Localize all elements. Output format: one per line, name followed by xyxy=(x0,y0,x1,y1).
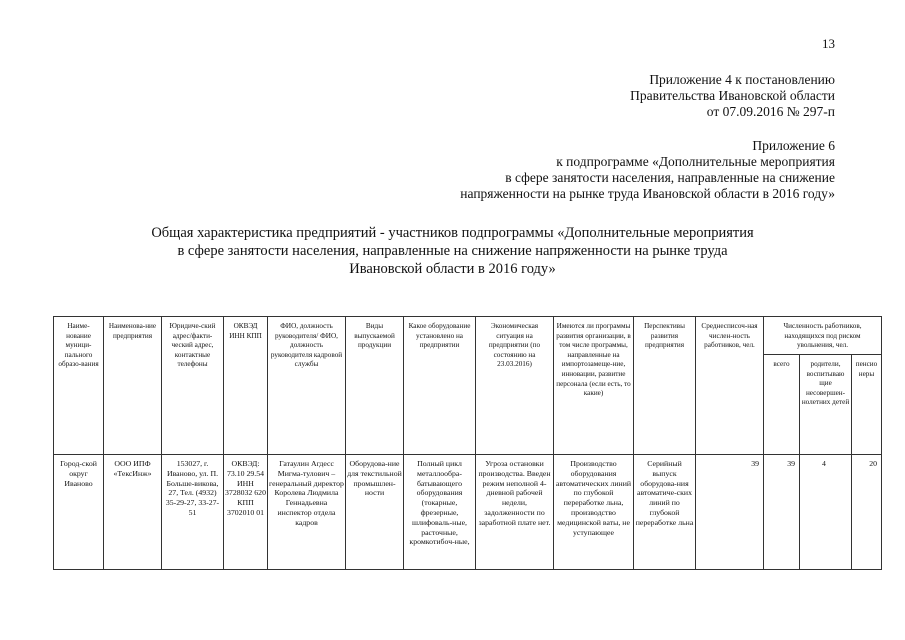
cell-managers: Гатаулин Агдесс Мигма-тулович – генеральный директор Королева Людмила Геннадьевна инспектор отдела кадров xyxy=(268,455,346,570)
col-header-equipment: Какое оборудование установлено на предприятии xyxy=(404,317,476,455)
col-header-risk-pensioners: пенсио неры xyxy=(852,355,882,455)
col-header-risk-parents: родители, воспитываю щие несовершен-нолетних детей xyxy=(800,355,852,455)
cell-address: 153027, г. Иваново, ул. П. Больше-викова, 27, Тел. (4932) 35-29-27, 33-27-51 xyxy=(162,455,224,570)
enterprises-table-wrapper xyxy=(53,316,881,570)
cell-equipment: Полный цикл металлообра-батывающего оборудования (токарные, фрезерные, шлифоваль-ные, расточные, кромкотибоч-ные, xyxy=(404,455,476,570)
appendix-6-header xyxy=(460,138,835,202)
appendix-6-line4: напряженности на рынке труда Ивановской области в 2016 году» xyxy=(460,186,835,201)
col-header-programs: Имеются ли программы развития организации, в том числе программы, направленные на импортозамеще-ние, инновации, развитие персонала (если есть, то какие) xyxy=(554,317,634,455)
page-number: 13 xyxy=(822,36,835,51)
cell-prospects: Серийный выпуск оборудова-ния автоматиче-ских линий по глубокой переработке льна xyxy=(634,455,696,570)
title-line3: Ивановской области в 2016 году» xyxy=(349,261,556,277)
cell-avg-staff: 39 xyxy=(696,455,764,570)
appendix-4-header xyxy=(630,72,835,120)
col-header-risk-total: всего xyxy=(764,355,800,455)
document-title xyxy=(60,224,845,278)
appendix-4-line1: Приложение 4 к постановлению xyxy=(649,72,835,87)
title-line1: Общая характеристика предприятий - участников подпрограммы «Дополнительные мероприятия xyxy=(151,225,754,241)
appendix-6-line3: в сфере занятости населения, направленные на снижение xyxy=(505,170,835,185)
col-header-enterprise: Наименова-ние предприятия xyxy=(104,317,162,455)
cell-risk-pensioners: 20 xyxy=(852,455,882,570)
enterprises-table xyxy=(53,316,882,570)
cell-economic: Угроза остановки производства. Введен режим неполной 4-дневной рабочей недели, задолженности по заработной плате нет. xyxy=(476,455,554,570)
col-header-avg-staff: Среднесписоч-ная числен-ность работников, чел. xyxy=(696,317,764,455)
cell-programs: Производство оборудования автоматических линий по глубокой переработке льна, производство медицинской ваты, не уступающее xyxy=(554,455,634,570)
col-header-address: Юридиче-ский адрес/факти-ческий адрес, контактные телефоны xyxy=(162,317,224,455)
table-row xyxy=(54,455,882,570)
cell-products: Оборудова-ние для текстильной промышлен-ности xyxy=(346,455,404,570)
col-header-at-risk-group: Численность работников, находящихся под риском увольнения, чел. xyxy=(764,317,882,355)
appendix-4-line2: Правительства Ивановской области xyxy=(630,88,835,103)
col-header-prospects: Перспективы развития предприятия xyxy=(634,317,696,455)
appendix-4-line3: от 07.09.2016 № 297-п xyxy=(706,104,835,119)
cell-municipality: Город-ской округ Иваново xyxy=(54,455,104,570)
col-header-managers: ФИО, должность руководителя/ ФИО, должность руководителя кадровой службы xyxy=(268,317,346,455)
table-cut-edge xyxy=(53,570,881,571)
col-header-codes: ОКВЭД ИНН КПП xyxy=(224,317,268,455)
table-header-row xyxy=(54,317,882,355)
appendix-6-line1: Приложение 6 xyxy=(752,138,835,153)
cell-codes: ОКВЭД: 73.10 29.54 ИНН 3728032 620 КПП 3702010 01 xyxy=(224,455,268,570)
cell-enterprise: ООО ИПФ «ТексИнж» xyxy=(104,455,162,570)
appendix-6-line2: к подпрограмме «Дополнительные мероприятия xyxy=(556,154,835,169)
col-header-economic: Экономическая ситуация на предприятии (по состоянию на 23.03.2016) xyxy=(476,317,554,455)
cell-risk-total: 39 xyxy=(764,455,800,570)
title-line2: в сфере занятости населения, направленные на снижение напряженности на рынке труда xyxy=(177,243,728,259)
col-header-products: Виды выпускаемой продукции xyxy=(346,317,404,455)
cell-risk-parents: 4 xyxy=(800,455,852,570)
col-header-municipality: Наиме-нование муници-пального образо-вания xyxy=(54,317,104,455)
